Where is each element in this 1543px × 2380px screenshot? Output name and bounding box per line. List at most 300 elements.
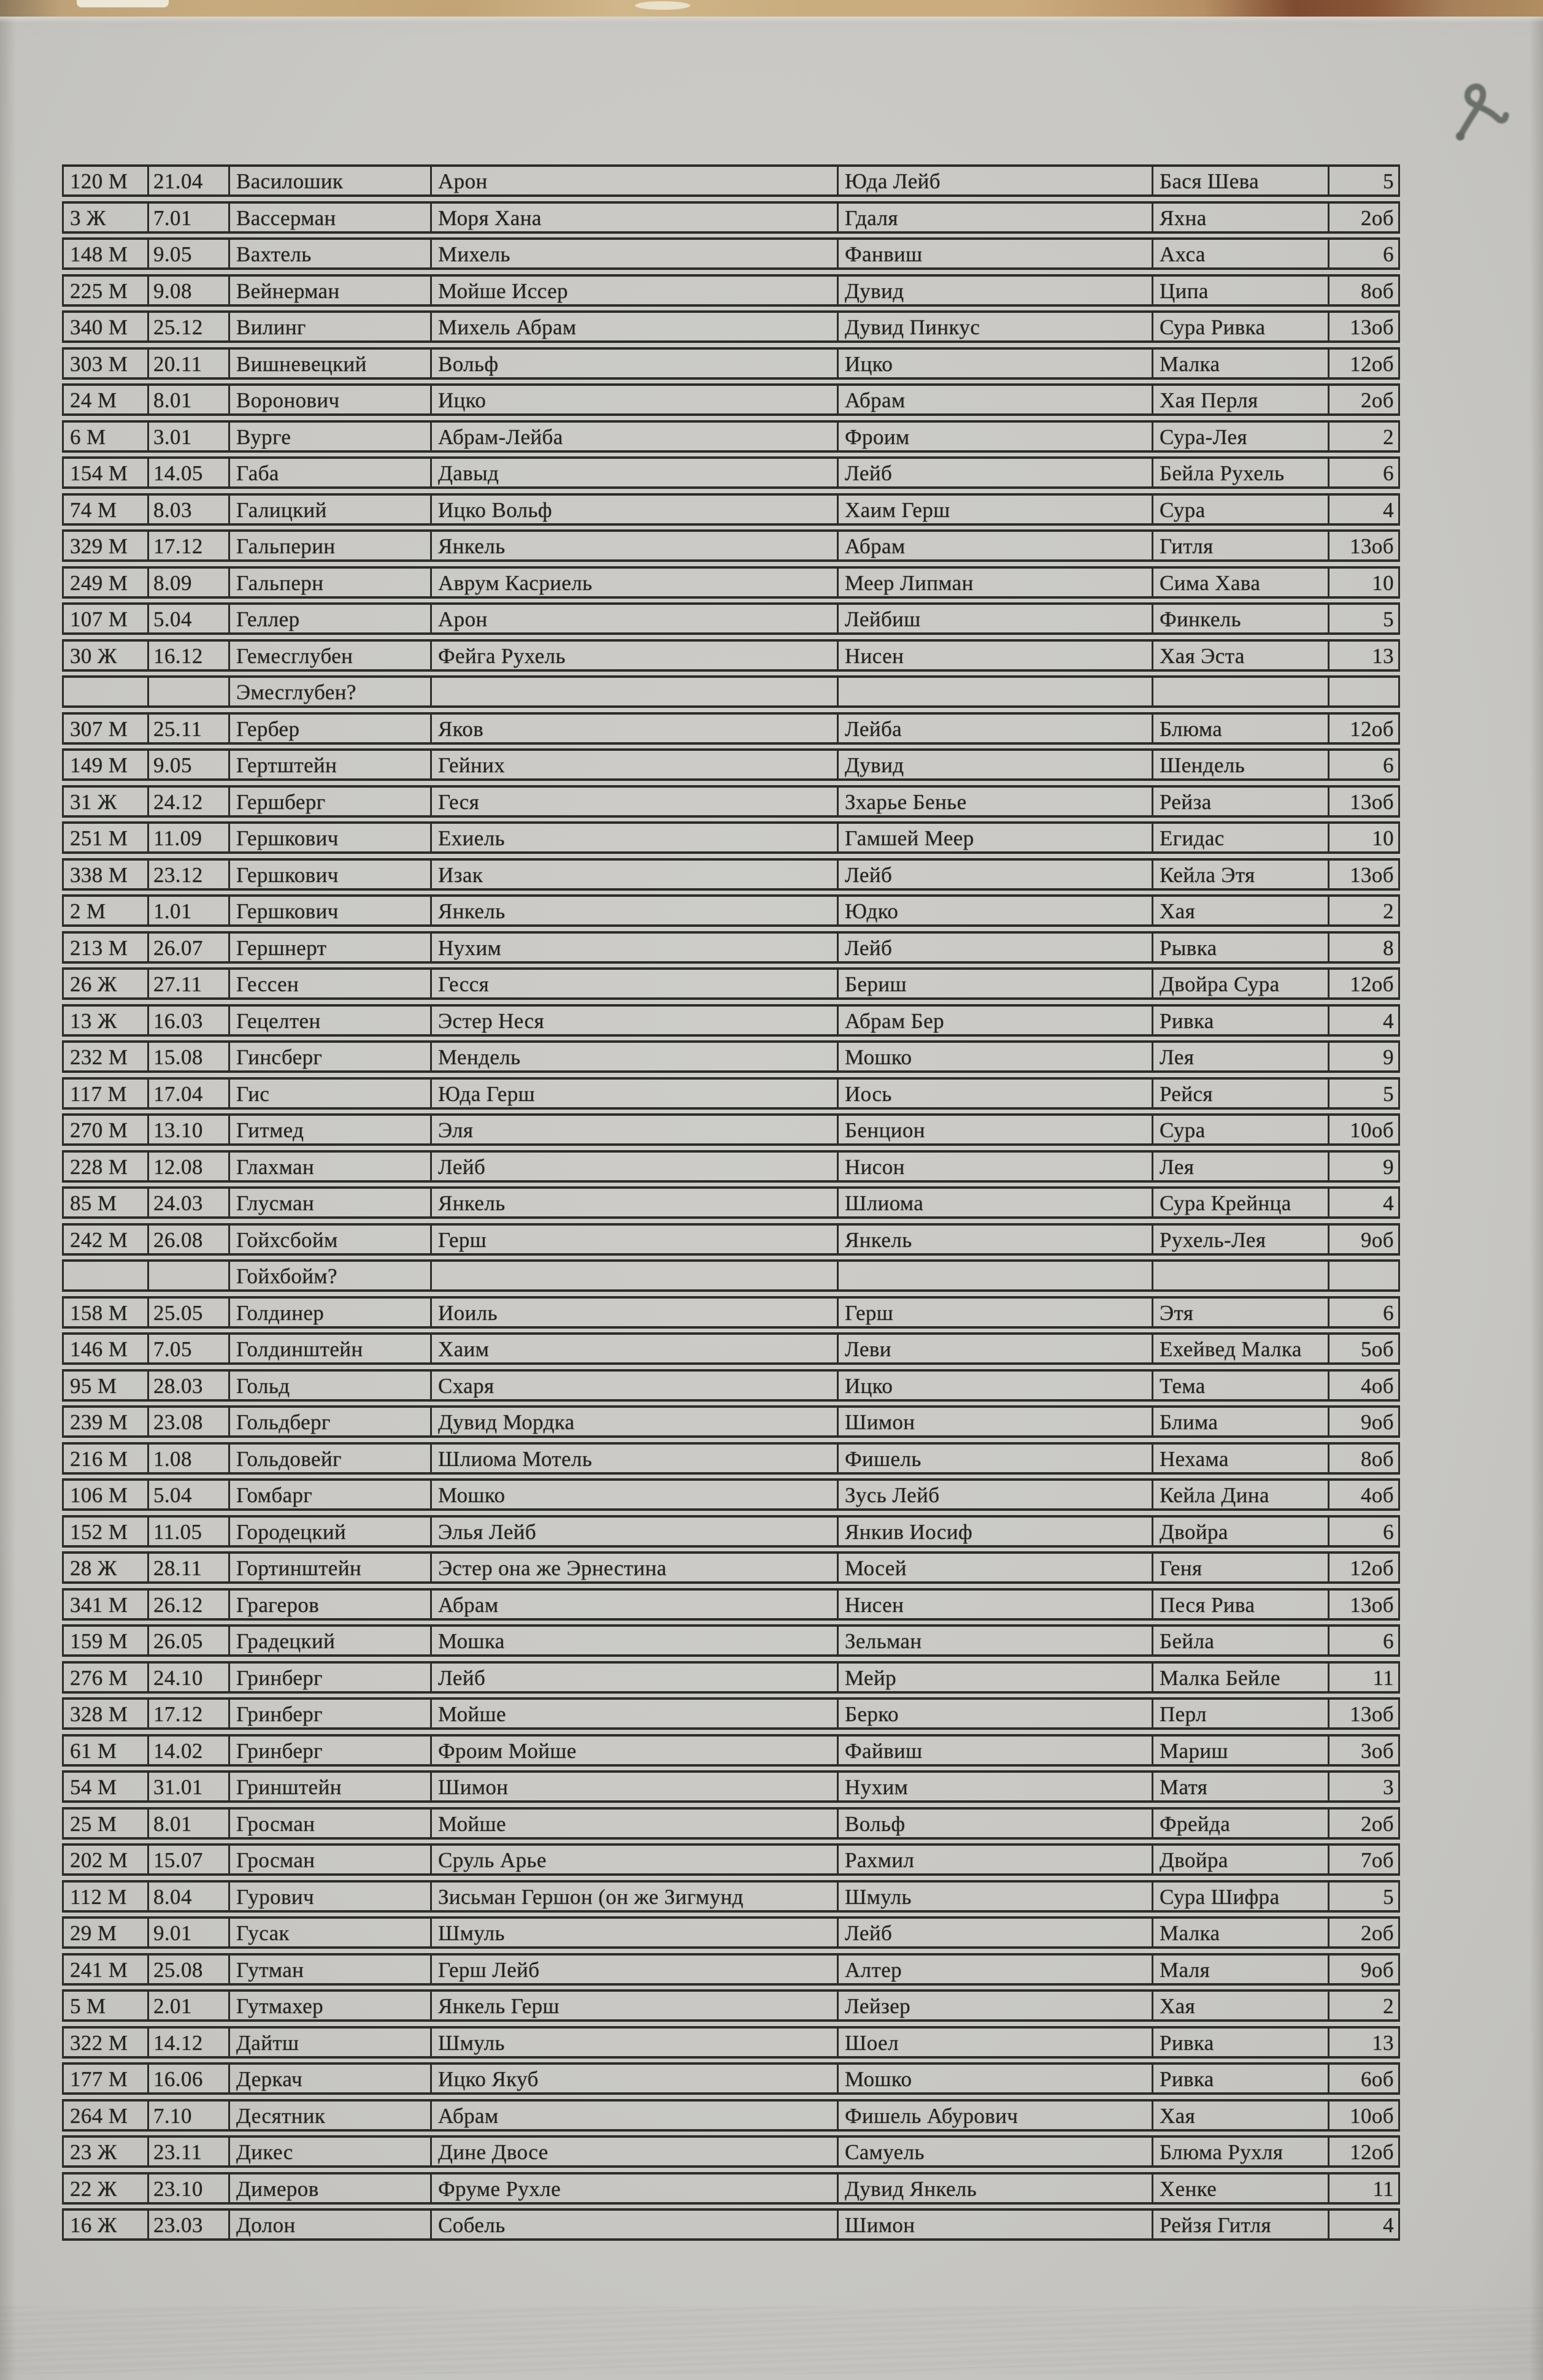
record-number-gender: 148 М [64,240,149,267]
record-given-name: Иоиль [432,1299,839,1326]
record-surname: Вилинг [230,313,432,340]
table-row [62,420,1400,453]
record-given-name: Гесся [432,970,839,997]
record-father-name: Дувид [839,751,1153,778]
record-page-ref: 13об [1350,789,1394,814]
record-date: 21.04 [149,167,230,194]
record-father-name: Янкель [839,1226,1153,1253]
table-row [62,164,1400,197]
record-father-name: Зельман [839,1627,1153,1654]
record-given-name: Вольф [432,350,839,377]
record-date: 14.12 [149,2029,230,2056]
table-row [62,1004,1400,1037]
record-mother-name: Матя [1153,1773,1329,1800]
record-surname: Гринберг [230,1664,432,1691]
record-mother-name: Малка [1153,1919,1329,1946]
record-given-name: Шлиома Мотель [432,1445,839,1472]
record-given-name: Ицко Якуб [432,2065,839,2092]
record-date: 8.09 [149,569,230,596]
record-number-gender: 2 М [64,897,149,924]
record-surname: Гальперн [230,569,432,596]
record-number-gender: 213 М [64,934,149,961]
record-date: 25.08 [149,1956,230,1983]
record-date: 25.11 [149,715,230,742]
record-page-ref: 4об [1360,1483,1394,1507]
record-date: 23.10 [149,2175,230,2202]
record-surname: Вейнерман [230,277,432,304]
record-number-gender: 340 М [64,313,149,340]
handwritten-page-number [1443,72,1517,152]
record-mother-name: Рывка [1153,934,1329,961]
record-number-gender: 154 М [64,459,149,486]
record-page-ref: 4 [1383,1008,1394,1033]
record-number-gender: 95 М [64,1372,149,1399]
record-father-name: Иось [839,1080,1153,1107]
record-date: 14.05 [149,459,230,486]
record-page-ref: 2об [1360,205,1394,230]
record-number-gender [64,1262,149,1289]
record-date: 17.04 [149,1080,230,1107]
record-number-gender: 158 М [64,1299,149,1326]
record-surname: Габа [230,459,432,486]
record-number-gender: 276 М [64,1664,149,1691]
record-page-ref: 2 [1383,424,1394,449]
record-date: 31.01 [149,1773,230,1800]
record-number-gender: 112 М [64,1883,149,1910]
record-number-gender: 322 М [64,2029,149,2056]
record-date: 8.01 [149,1810,230,1837]
record-father-name: Шлиома [839,1189,1153,1216]
record-father-name: Шимон [839,2211,1153,2238]
record-date: 9.05 [149,751,230,778]
record-surname: Геллер [230,605,432,632]
table-row [62,712,1400,745]
table-row [62,1150,1400,1183]
record-mother-name: Двойра [1153,1846,1329,1873]
table-row [62,1259,1400,1292]
record-mother-name: Ривка [1153,1007,1329,1034]
record-page-ref: 9об [1360,1227,1394,1252]
record-date: 2.01 [149,1992,230,2019]
record-number-gender: 225 М [64,277,149,304]
record-mother-name: Бейла [1153,1627,1329,1654]
record-date: 16.03 [149,1007,230,1034]
table-row [62,1442,1400,1475]
record-page-ref: 3 [1383,1775,1394,1799]
record-father-name: Ицко [839,1372,1153,1399]
record-given-name: Схаря [432,1372,839,1399]
table-row [62,785,1400,818]
record-given-name: Ицко Вольф [432,496,839,523]
record-mother-name: Финкель [1153,605,1329,632]
record-surname: Градецкий [230,1627,432,1654]
record-mother-name: Блюма [1153,715,1329,742]
record-mother-name: Сура [1153,1116,1329,1143]
record-number-gender: 249 М [64,569,149,596]
record-date: 8.03 [149,496,230,523]
record-date: 1.08 [149,1445,230,1472]
table-row [62,383,1400,416]
record-page-ref: 2 [1383,899,1394,923]
record-given-name: Абрам [432,1591,839,1618]
record-page-ref: 13об [1350,862,1394,887]
record-date: 9.01 [149,1919,230,1946]
record-page-ref: 6 [1383,242,1394,266]
record-given-name: Янкель [432,1189,839,1216]
record-date: 24.12 [149,788,230,815]
record-page-ref: 12об [1350,972,1394,996]
record-mother-name: Рухель-Лея [1153,1226,1329,1253]
record-father-name: Лейб [839,459,1153,486]
record-page-ref [1329,678,1398,705]
record-mother-name: Нехама [1153,1445,1329,1472]
record-surname: Гитмед [230,1116,432,1143]
record-given-name: Зисьман Гершон (он же Зигмунд [432,1883,839,1910]
record-mother-name: Сима Хава [1153,569,1329,596]
record-given-name: Янкель Герш [432,1992,839,2019]
record-mother-name: Рейся [1153,1080,1329,1107]
record-father-name: Шоел [839,2029,1153,2056]
record-father-name: Фроим [839,423,1153,450]
record-date: 12.08 [149,1153,230,1180]
record-surname: Гортинштейн [230,1554,432,1581]
record-given-name: Эстер она же Эрнестина [432,1554,839,1581]
record-page-ref: 11 [1372,2176,1394,2201]
scan-glare [635,1,690,10]
record-mother-name: Перл [1153,1700,1329,1727]
record-number-gender: 74 М [64,496,149,523]
record-date: 23.03 [149,2211,230,2238]
record-father-name: Мейр [839,1664,1153,1691]
record-mother-name: Лея [1153,1043,1329,1070]
record-number-gender: 61 М [64,1737,149,1764]
record-page-ref: 5об [1360,1337,1394,1361]
record-father-name: Вольф [839,1810,1153,1837]
table-row [62,931,1400,964]
record-given-name: Янкель [432,897,839,924]
record-surname: Деркач [230,2065,432,2092]
record-date: 14.02 [149,1737,230,1764]
record-page-ref: 9об [1360,1410,1394,1434]
table-row [62,2208,1400,2241]
record-surname: Вишневецкий [230,350,432,377]
table-row [62,1186,1400,1219]
record-surname: Гершберг [230,788,432,815]
record-surname: Галицкий [230,496,432,523]
record-number-gender: 23 Ж [64,2138,149,2165]
record-page-ref: 6об [1360,2067,1394,2091]
record-father-name: Дувид Янкель [839,2175,1153,2202]
record-mother-name: Рейза [1153,788,1329,815]
record-page-ref: 3об [1360,1738,1394,1763]
record-mother-name: Бася Шева [1153,167,1329,194]
record-given-name: Хаим [432,1335,839,1362]
table-row [62,1369,1400,1402]
record-surname: Гертштейн [230,751,432,778]
record-number-gender: 30 Ж [64,642,149,669]
record-number-gender: 6 М [64,423,149,450]
record-surname: Гусак [230,1919,432,1946]
record-number-gender: 228 М [64,1153,149,1180]
table-row [62,1916,1400,1949]
record-number-gender: 149 М [64,751,149,778]
record-page-ref: 6 [1383,753,1394,777]
record-surname: Воронович [230,386,432,413]
record-given-name: Герш Лейб [432,1956,839,1983]
record-date: 8.01 [149,386,230,413]
record-page-ref: 2об [1360,388,1394,412]
record-date: 17.12 [149,1700,230,1727]
record-mother-name: Малка [1153,350,1329,377]
record-father-name: Хаим Герш [839,496,1153,523]
record-father-name: Мошко [839,1043,1153,1070]
record-surname: Гурович [230,1883,432,1910]
record-page-ref: 7об [1360,1848,1394,1872]
record-mother-name: Маля [1153,1956,1329,1983]
record-mother-name: Ривка [1153,2065,1329,2092]
table-row [62,1040,1400,1073]
record-page-ref: 6 [1383,1629,1394,1653]
record-page-ref: 12об [1350,2140,1394,2164]
record-number-gender: 241 М [64,1956,149,1983]
record-father-name: Гдаля [839,204,1153,231]
record-father-name: Лейзер [839,1992,1153,2019]
table-row [62,1515,1400,1548]
record-father-name: Лейб [839,934,1153,961]
table-row [62,1332,1400,1365]
record-mother-name: Егидас [1153,824,1329,851]
table-row [62,201,1400,234]
record-mother-name: Хая [1153,1992,1329,2019]
record-given-name: Шимон [432,1773,839,1800]
record-given-name: Янкель [432,532,839,559]
table-row [62,2172,1400,2205]
record-page-ref: 2 [1383,1994,1394,2018]
record-given-name: Давыд [432,459,839,486]
table-row [62,2062,1400,2095]
record-surname: Гросман [230,1846,432,1873]
record-mother-name: Двойра Сура [1153,970,1329,997]
record-page-ref: 6 [1383,1300,1394,1325]
record-father-name: Герш [839,1299,1153,1326]
record-mother-name: Кейла Дина [1153,1481,1329,1508]
table-row [62,858,1400,891]
record-given-name: Фруме Рухле [432,2175,839,2202]
record-page-ref: 8об [1360,278,1394,303]
table-row [62,1624,1400,1657]
record-given-name: Фроим Мойше [432,1737,839,1764]
record-given-name: Абрам-Лейба [432,423,839,450]
record-date: 25.12 [149,313,230,340]
record-given-name: Мошка [432,1627,839,1654]
record-surname: Грагеров [230,1591,432,1618]
record-given-name: Мошко [432,1481,839,1508]
record-mother-name: Сура Шифра [1153,1883,1329,1910]
record-number-gender: 29 М [64,1919,149,1946]
record-father-name [839,678,1153,705]
record-surname: Вассерман [230,204,432,231]
record-father-name: Дувид [839,277,1153,304]
record-surname: Гершкович [230,824,432,851]
table-row [62,1807,1400,1840]
record-given-name: Дине Двосе [432,2138,839,2165]
table-row [62,529,1400,562]
record-date: 13.10 [149,1116,230,1143]
record-page-ref: 13об [1350,1702,1394,1726]
record-page-ref: 9 [1383,1154,1394,1179]
table-row [62,456,1400,489]
record-number-gender: 303 М [64,350,149,377]
record-number-gender: 251 М [64,824,149,851]
table-row [62,493,1400,526]
record-date: 24.10 [149,1664,230,1691]
record-mother-name: Сура [1153,496,1329,523]
record-number-gender: 117 М [64,1080,149,1107]
record-date: 1.01 [149,897,230,924]
record-father-name: Мосей [839,1554,1153,1581]
record-father-name: Абрам Бер [839,1007,1153,1034]
record-mother-name: Ехейвед Малка [1153,1335,1329,1362]
table-row [62,748,1400,781]
record-page-ref: 5 [1383,1081,1394,1106]
record-surname: Гойхсбойм [230,1226,432,1253]
table-row [62,2099,1400,2132]
record-mother-name: Ципа [1153,277,1329,304]
record-page-ref: 2об [1360,1811,1394,1836]
record-surname: Гросман [230,1810,432,1837]
record-given-name: Собель [432,2211,839,2238]
record-mother-name: Рейзя Гитля [1153,2211,1329,2238]
record-date: 7.01 [149,204,230,231]
record-page-ref: 5 [1383,1884,1394,1909]
record-mother-name: Мариш [1153,1737,1329,1764]
record-page-ref: 5 [1383,607,1394,631]
record-number-gender: 159 М [64,1627,149,1654]
record-given-name: Геся [432,788,839,815]
record-father-name: Зхарье Бенье [839,788,1153,815]
record-number-gender: 307 М [64,715,149,742]
record-page-ref: 12об [1350,351,1394,376]
record-father-name: Фишель [839,1445,1153,1472]
record-mother-name: Блима [1153,1408,1329,1435]
record-page-ref: 13 [1372,643,1394,668]
record-surname: Гессен [230,970,432,997]
record-number-gender: 85 М [64,1189,149,1216]
record-father-name: Янкив Иосиф [839,1518,1153,1545]
record-date: 23.12 [149,861,230,888]
record-surname: Гинсберг [230,1043,432,1070]
record-number-gender: 25 М [64,1810,149,1837]
record-number-gender: 152 М [64,1518,149,1545]
record-number-gender: 28 Ж [64,1554,149,1581]
record-father-name: Нисон [839,1153,1153,1180]
record-surname: Гербер [230,715,432,742]
record-father-name: Алтер [839,1956,1153,1983]
record-page-ref: 5 [1383,169,1394,193]
record-number-gender: 16 Ж [64,2211,149,2238]
record-page-ref: 6 [1383,1519,1394,1544]
table-row [62,1880,1400,1913]
record-page-ref: 4об [1360,1373,1394,1398]
record-surname: Гершнерт [230,934,432,961]
record-number-gender: 5 М [64,1992,149,2019]
record-date: 7.10 [149,2102,230,2129]
record-mother-name: Сура-Лея [1153,423,1329,450]
record-surname: Голдинер [230,1299,432,1326]
table-row [62,1734,1400,1767]
record-page-ref: 9 [1383,1045,1394,1069]
record-date: 5.04 [149,605,230,632]
table-row [62,894,1400,927]
record-given-name: Сруль Арье [432,1846,839,1873]
record-mother-name: Хая [1153,2102,1329,2129]
record-surname: Гольдберг [230,1408,432,1435]
record-page-ref: 6 [1383,461,1394,485]
record-surname: Гемесглубен [230,642,432,669]
record-given-name: Мойше Иссер [432,277,839,304]
record-surname: Василошик [230,167,432,194]
record-surname: Гутмахер [230,1992,432,2019]
table-row [62,821,1400,854]
record-mother-name: Сура Крейнца [1153,1189,1329,1216]
table-row [62,2135,1400,2168]
record-number-gender: 107 М [64,605,149,632]
table-row [62,1843,1400,1876]
record-page-ref: 4 [1383,497,1394,522]
record-father-name: Ицко [839,350,1153,377]
record-father-name: Шмуль [839,1883,1153,1910]
table-row [62,347,1400,380]
table-row [62,967,1400,1000]
record-mother-name [1153,678,1329,705]
record-given-name: Эстер Неся [432,1007,839,1034]
record-number-gender: 13 Ж [64,1007,149,1034]
table-row [62,602,1400,635]
record-surname: Голдинштейн [230,1335,432,1362]
record-surname: Гойхбойм? [230,1262,432,1289]
scan-streaks [0,2306,1543,2374]
record-date [149,678,230,705]
record-given-name: Изак [432,861,839,888]
record-page-ref: 8 [1383,935,1394,960]
scan-edge-shadow [0,17,1543,23]
record-given-name: Арон [432,167,839,194]
record-surname: Городецкий [230,1518,432,1545]
record-number-gender: 216 М [64,1445,149,1472]
record-given-name: Эля [432,1116,839,1143]
scan-glare [77,0,169,7]
record-number-gender: 202 М [64,1846,149,1873]
table-row [62,675,1400,708]
record-number-gender: 3 Ж [64,204,149,231]
record-surname: Гринберг [230,1737,432,1764]
record-given-name: Шмуль [432,1919,839,1946]
record-date: 26.12 [149,1591,230,1618]
record-given-name: Ехиель [432,824,839,851]
record-number-gender: 329 М [64,532,149,559]
record-mother-name: Хая Эста [1153,642,1329,669]
record-date: 11.09 [149,824,230,851]
record-given-name: Арон [432,605,839,632]
record-father-name: Фишель Абурович [839,2102,1153,2129]
table-row [62,639,1400,672]
record-page-ref: 9об [1360,1957,1394,1982]
record-surname: Глусман [230,1189,432,1216]
record-date: 15.08 [149,1043,230,1070]
record-surname: Гершкович [230,861,432,888]
record-date: 15.07 [149,1846,230,1873]
record-given-name: Дувид Мордка [432,1408,839,1435]
